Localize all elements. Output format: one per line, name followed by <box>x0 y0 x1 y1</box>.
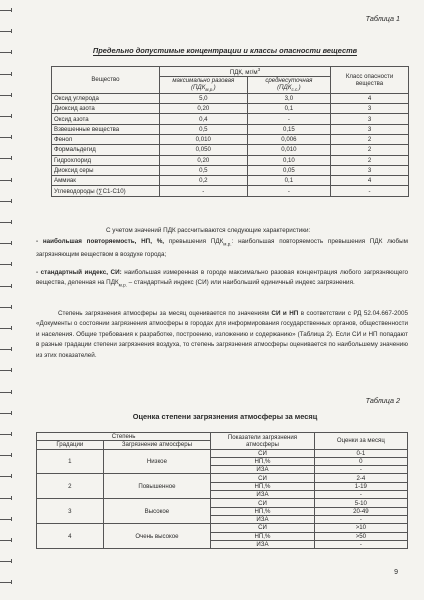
binding-tick <box>11 220 12 224</box>
indicator-cell: НП,% <box>211 482 315 490</box>
indicator-cell: ИЗА <box>211 491 315 499</box>
table1-row <box>52 145 409 155</box>
avg-cell: - <box>247 114 330 124</box>
binding-tick <box>11 432 12 436</box>
estimate-cell: - <box>314 491 407 499</box>
binding-tick <box>11 517 12 521</box>
paragraph-intro: С учетом значений ПДК рассчитываются следующие характеристики: <box>106 227 311 234</box>
pollution-level-cell: Повышенное <box>103 474 211 499</box>
estimate-cell: 20-49 <box>314 507 407 515</box>
substance-cell: Формальдегид <box>52 145 160 155</box>
binding-tick <box>11 241 12 245</box>
page-number: 9 <box>394 569 398 576</box>
binding-tick <box>11 262 12 266</box>
binding-tick <box>11 72 12 76</box>
header-gradation: Градации <box>37 441 104 449</box>
class-cell: 3 <box>331 114 409 124</box>
class-cell: 2 <box>331 155 409 165</box>
header-max: максимально разовая $(ПДК_{м.р.})$ <box>159 77 247 94</box>
table2-row <box>37 499 408 507</box>
binding-tick <box>11 496 12 500</box>
max-cell: 0,5 <box>159 165 247 175</box>
substance-cell: Взвешенные вещества <box>52 124 160 134</box>
estimate-cell: 5-10 <box>314 499 407 507</box>
estimate-cell: 2-4 <box>314 474 407 482</box>
binding-tick <box>11 474 12 478</box>
indicator-cell: НП,% <box>211 507 315 515</box>
class-cell: 3 <box>331 165 409 175</box>
class-cell: 3 <box>331 104 409 114</box>
binding-tick <box>11 156 12 160</box>
avg-cell: 0,010 <box>247 145 330 155</box>
avg-cell: 3,0 <box>247 93 330 103</box>
table2-row <box>37 449 408 457</box>
table1-row <box>52 176 409 186</box>
header-indicators: Показатели загрязнения атмосферы <box>211 433 315 450</box>
estimate-cell: - <box>314 515 407 523</box>
header-degree: Степень <box>37 433 211 441</box>
binding-tick <box>11 135 12 139</box>
table1-row <box>52 93 409 103</box>
pollution-level-cell: Очень высокое <box>103 524 211 549</box>
table2 <box>36 432 408 549</box>
max-cell: 5,0 <box>159 93 247 103</box>
estimate-cell: - <box>314 540 407 548</box>
binding-tick <box>11 453 12 457</box>
table1 <box>51 66 409 197</box>
header-danger-class: Класс опасности вещества <box>331 67 409 94</box>
gradation-cell: 4 <box>37 524 104 549</box>
gradation-cell: 2 <box>37 474 104 499</box>
max-cell: - <box>159 186 247 196</box>
max-cell: 0,20 <box>159 104 247 114</box>
estimate-cell: >10 <box>314 524 407 532</box>
table2-row <box>37 524 408 532</box>
substance-cell: Оксид азота <box>52 114 160 124</box>
indicator-cell: СИ <box>211 449 315 457</box>
binding-tick <box>11 368 12 372</box>
binding-tick <box>11 580 12 584</box>
indicator-cell: ИЗА <box>211 540 315 548</box>
table1-row <box>52 155 409 165</box>
table2-label: Таблица 2 <box>365 396 400 405</box>
estimate-cell: 0-1 <box>314 449 407 457</box>
table1-title: Предельно допустимые концентрации и классы опасности веществ <box>92 46 358 55</box>
header-substance: Вещество <box>52 67 160 94</box>
header-pollution: Загрязнение атмосферы <box>103 441 211 449</box>
max-cell: 0,4 <box>159 114 247 124</box>
avg-cell: 0,10 <box>247 155 330 165</box>
avg-cell: 0,006 <box>247 134 330 144</box>
substance-cell: Диоксид серы <box>52 165 160 175</box>
paragraph-np: - наибольшая повторяемость, НП, %, превышения $ПДК_{м.р.}$: наибольшая повторяемость превышения ПДК любым загрязняющим веществом в воздухе города; <box>36 238 408 258</box>
avg-cell: 0,1 <box>247 104 330 114</box>
max-cell: 0,20 <box>159 155 247 165</box>
indicator-cell: СИ <box>211 499 315 507</box>
max-cell: 0,5 <box>159 124 247 134</box>
binding-marks <box>0 0 20 600</box>
class-cell: 4 <box>331 176 409 186</box>
binding-tick <box>11 411 12 415</box>
table2-row <box>37 474 408 482</box>
class-cell: - <box>331 186 409 196</box>
avg-cell: 0,05 <box>247 165 330 175</box>
header-pdk: ПДК, $мг/м^3$ <box>159 67 330 77</box>
header-estimate: Оценки за месяц <box>314 433 407 450</box>
binding-tick <box>11 305 12 309</box>
binding-tick <box>11 199 12 203</box>
table1-row <box>52 124 409 134</box>
indicator-cell: ИЗА <box>211 466 315 474</box>
substance-cell: Диоксид азота <box>52 104 160 114</box>
table1-row <box>52 165 409 175</box>
binding-tick <box>11 538 12 542</box>
binding-tick <box>11 559 12 563</box>
binding-tick <box>11 390 12 394</box>
binding-tick <box>11 93 12 97</box>
table1-row <box>52 134 409 144</box>
indicator-cell: СИ <box>211 474 315 482</box>
paragraph-assessment: Степень загрязнения атмосферы за месяц оценивается по значениям СИ и НП в соответствии с РД 52.04.667-2005 «Документы о состоянии загрязнения атмосферы в городах для информирования государственных органов, общественности и населения. Общие требования к разработке, построению, изложению и содержанию» (Таблица 2). Если СИ и НП попадают в разные градации степени загрязнения воздуха, то степень загрязнения атмосферы оценивается по наибольшему значению из этих показателей. <box>36 310 408 359</box>
header-avg: среднесуточная $(ПДК_{с.с.})$ <box>247 77 330 94</box>
indicator-cell: НП,% <box>211 532 315 540</box>
indicator-cell: ИЗА <box>211 515 315 523</box>
binding-tick <box>11 284 12 288</box>
binding-tick <box>11 50 12 54</box>
gradation-cell: 1 <box>37 449 104 474</box>
avg-cell: - <box>247 186 330 196</box>
binding-tick <box>11 347 12 351</box>
estimate-cell: - <box>314 466 407 474</box>
class-cell: 2 <box>331 145 409 155</box>
class-cell: 3 <box>331 124 409 134</box>
substance-cell: Фенол <box>52 134 160 144</box>
binding-tick <box>11 29 12 33</box>
avg-cell: 0,15 <box>247 124 330 134</box>
substance-cell: Углеводороды (∑C1-C10) <box>52 186 160 196</box>
table2-title: Оценка степени загрязнения атмосферы за месяц <box>132 412 318 421</box>
indicator-cell: СИ <box>211 524 315 532</box>
indicator-cell: НП,% <box>211 457 315 465</box>
estimate-cell: 0 <box>314 457 407 465</box>
class-cell: 2 <box>331 134 409 144</box>
max-cell: 0,010 <box>159 134 247 144</box>
binding-tick <box>11 114 12 118</box>
avg-cell: 0,1 <box>247 176 330 186</box>
paragraph-si: - стандартный индекс, СИ: наибольшая измеренная в городе максимально разовая концентрация любого загрязняющего вещества, деленная на $ПДК_{м.р.}$ – стандартный индекс (СИ) или наибольший единичный индекс загрязнения. <box>36 269 408 288</box>
binding-tick <box>11 326 12 330</box>
binding-tick <box>11 178 12 182</box>
max-cell: 0,2 <box>159 176 247 186</box>
estimate-cell: 1-19 <box>314 482 407 490</box>
class-cell: 4 <box>331 93 409 103</box>
pollution-level-cell: Низкое <box>103 449 211 474</box>
estimate-cell: >50 <box>314 532 407 540</box>
table1-row <box>52 104 409 114</box>
table1-row <box>52 114 409 124</box>
gradation-cell: 3 <box>37 499 104 524</box>
substance-cell: Гидрохлорид <box>52 155 160 165</box>
pollution-level-cell: Высокое <box>103 499 211 524</box>
max-cell: 0,050 <box>159 145 247 155</box>
table1-label: Таблица 1 <box>365 14 400 23</box>
substance-cell: Аммиак <box>52 176 160 186</box>
substance-cell: Оксид углерода <box>52 93 160 103</box>
binding-tick <box>11 8 12 12</box>
table1-row <box>52 186 409 196</box>
